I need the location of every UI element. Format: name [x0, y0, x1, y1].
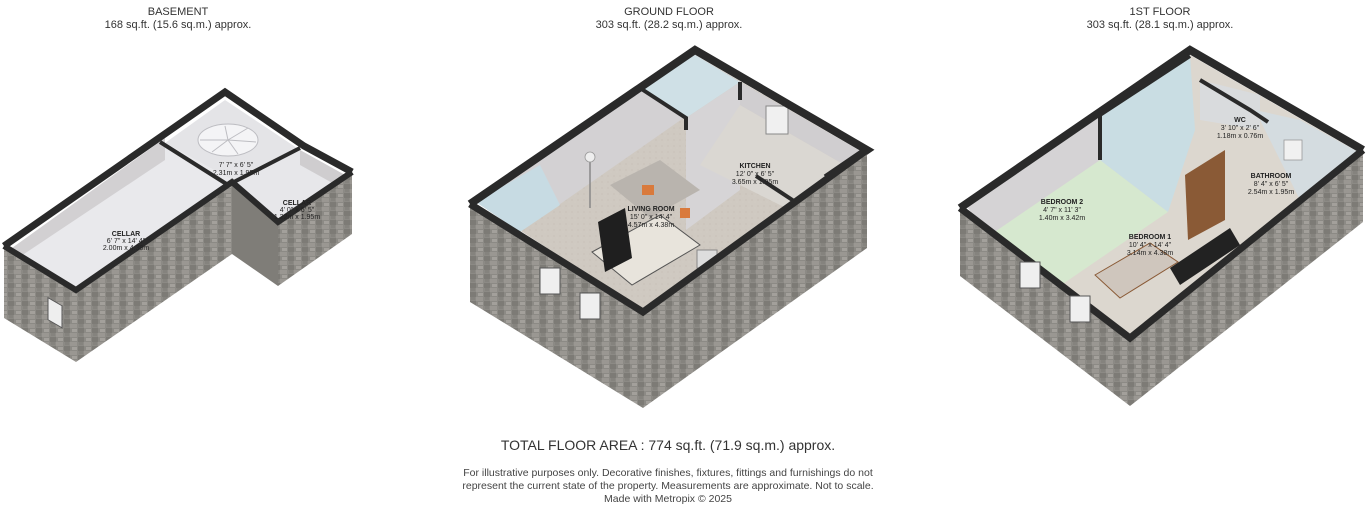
ground-floor-area: 303 sq.ft. (28.2 sq.m.) approx. [595, 19, 743, 31]
wc-label: WC [1234, 117, 1246, 124]
bedroom2-label: BEDROOM 2 [1040, 199, 1084, 206]
kitchen-label: KITCHEN [739, 163, 771, 170]
total-floor-area: TOTAL FLOOR AREA : 774 sq.ft. (71.9 sq.m.) approx. [500, 437, 836, 453]
kitchen-metric: 3.65m x 1.95m [731, 179, 779, 186]
stairs-imperial: 7' 7" x 6' 5" [218, 162, 254, 169]
wc-metric: 1.18m x 0.76m [1216, 133, 1264, 140]
bedroom1-imperial: 10' 4" x 14' 4" [1128, 242, 1172, 249]
bedroom1-label: BEDROOM 1 [1128, 234, 1172, 241]
living-room-label: LIVING ROOM [627, 206, 675, 213]
cellar-main-metric: 2.00m x 4.38m [102, 245, 150, 252]
cushion-2 [680, 208, 690, 218]
kitchen-window [766, 106, 788, 134]
basement-area: 168 sq.ft. (15.6 sq.m.) approx. [104, 19, 252, 31]
basement-title: BASEMENT [147, 6, 209, 18]
disclaimer-line-2: represent the current state of the property. Measurements are approximate. Not to scale. [462, 480, 874, 492]
first-window-1 [1020, 262, 1040, 288]
disclaimer-line-3: Made with Metropix © 2025 [604, 493, 732, 505]
basement-model [4, 92, 352, 362]
spiral-stairs [198, 124, 258, 156]
living-room-imperial: 15' 0" x 14' 4" [629, 214, 673, 221]
first-floor-model [960, 50, 1363, 406]
ground-floor-title: GROUND FLOOR [624, 6, 714, 18]
first-floor-area: 303 sq.ft. (28.1 sq.m.) approx. [1086, 19, 1234, 31]
wc-imperial: 3' 10" x 2' 6" [1220, 125, 1260, 132]
lamp-shade [585, 152, 595, 162]
stairs-metric: 2.31m x 1.95m [212, 170, 260, 177]
cushion-1 [642, 185, 654, 195]
ground-floor-model [470, 50, 867, 408]
disclaimer [433, 467, 903, 506]
cellar-small-metric: 1.22m x 1.95m [273, 214, 321, 221]
first-floor-title: 1ST FLOOR [1129, 6, 1191, 18]
bathroom-label: BATHROOM [1250, 173, 1292, 180]
bathroom-metric: 2.54m x 1.95m [1247, 189, 1295, 196]
cellar-small-label: CELLAR [282, 200, 312, 207]
bath-fixture [1284, 140, 1302, 160]
living-room-metric: 4.57m x 4.38m [627, 222, 675, 229]
disclaimer-line-1: For illustrative purposes only. Decorative finishes, fixtures, fittings and furnishings do not [463, 467, 873, 479]
kitchen-imperial: 12' 0" x 6' 5" [735, 171, 775, 178]
cellar-main-label: CELLAR [111, 231, 141, 238]
ground-window-2 [580, 293, 600, 319]
cellar-small-imperial: 4' 0" x 6' 5" [279, 207, 315, 214]
ground-window-1 [540, 268, 560, 294]
bedroom1-metric: 3.14m x 4.38m [1126, 250, 1174, 257]
first-window-2 [1070, 296, 1090, 322]
cellar-main-imperial: 6' 7" x 14' 4" [106, 238, 146, 245]
bedroom2-metric: 1.40m x 3.42m [1038, 215, 1086, 222]
bedroom2-imperial: 4' 7" x 11' 3" [1043, 207, 1081, 214]
bathroom-imperial: 8' 4" x 6' 5" [1253, 181, 1289, 188]
